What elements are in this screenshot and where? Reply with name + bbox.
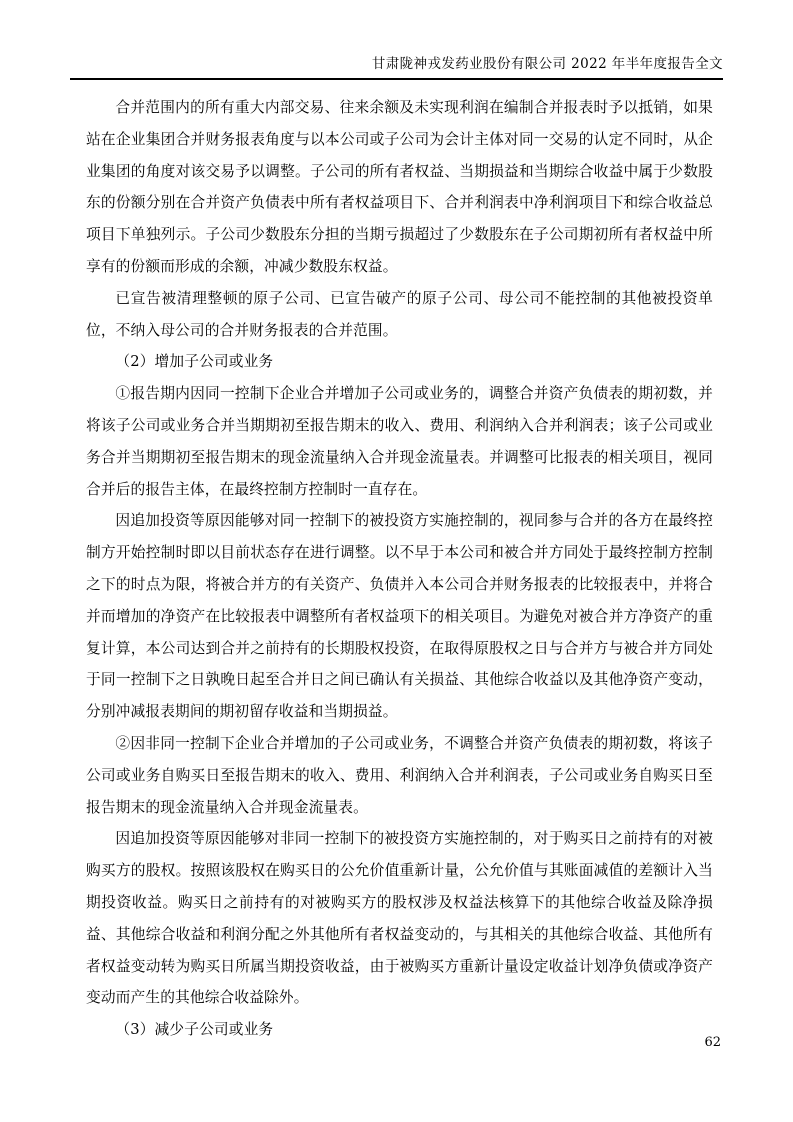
- body-paragraph: 因追加投资等原因能够对非同一控制下的被投资方实施控制的，对于购买日之前持有的对被购买方的股权。按照该股权在购买日的公允价值重新计量，公允价值与其账面减值的差额计入当期投资收益。购买日之前持有的对被购买方的股权涉及权益法核算下的其他综合收益及除净损益、其他综合收益和利润分配之外其他所有者权益变动的，与其相关的其他综合收益、其他所有者权益变动转为购买日所属当期投资收益，由于被购买方重新计量设定收益计划净负债或净资产变动而产生的其他综合收益除外。: [86, 830, 713, 1007]
- page-number: 62: [704, 1035, 721, 1050]
- page-header: [70, 52, 723, 72]
- body-paragraph: 因追加投资等原因能够对同一控制下的被投资方实施控制的，视同参与合并的各方在最终控制方开始控制时即以目前状态存在进行调整。以不早于本公司和被合并方同处于最终控制方控制之下的时点为限，将被合并方的有关资产、负债并入本公司合并财务报表的比较报表中，并将合并而增加的净资产在比较报表中调整所有者权益项下的相关项目。为避免对被合并方净资产的重复计算，本公司达到合并之前持有的长期股权投资，在取得原股权之日与合并方与被合并方同处于同一控制下之日孰晚日起至合并日之间已确认有关损益、其他综合收益以及其他净资产变动，分别冲减报表期间的期初留存收益和当期损益。: [86, 512, 713, 721]
- body-paragraph: （3）减少子公司或业务: [115, 1021, 274, 1039]
- body-paragraph: （2）增加子公司或业务: [115, 353, 274, 371]
- running-title: 甘肃陇神戎发药业股份有限公司 2022 年半年度报告全文: [371, 56, 723, 72]
- body-paragraph: 合并范围内的所有重大内部交易、往来余额及未实现利润在编制合并报表时予以抵销，如果站在企业集团合并财务报表角度与以本公司或子公司为会计主体对同一交易的认定不同时，从企业集团的角度对该交易予以调整。子公司的所有者权益、当期损益和当期综合收益中属于少数股东的份额分别在合并资产负债表中所有者权益项目下、合并利润表中净利润项目下和综合收益总项目下单独列示。子公司少数股东分担的当期亏损超过了少数股东在子公司期初所有者权益中所享有的份额而形成的余额，冲减少数股东权益。: [86, 99, 713, 275]
- body-paragraph: ②因非同一控制下企业合并增加的子公司或业务，不调整合并资产负债表的期初数，将该子公司或业务自购买日至报告期末的收入、费用、利润纳入合并利润表，子公司或业务自购买日至报告期末的现金流量纳入合并现金流量表。: [86, 734, 713, 816]
- document-body: [86, 92, 713, 1046]
- header-divider: [70, 78, 723, 80]
- body-paragraph: ①报告期内因同一控制下企业合并增加子公司或业务的，调整合并资产负债表的期初数，并将该子公司或业务合并当期期初至报告期末的收入、费用、利润纳入合并利润表；该子公司或业务合并当期期初至报告期末的现金流量纳入合并现金流量表。并调整可比报表的相关项目，视同合并后的报告主体，在最终控制方控制时一直存在。: [86, 385, 713, 498]
- body-paragraph: 已宣告被清理整顿的原子公司、已宣告破产的原子公司、母公司不能控制的其他被投资单位，不纳入母公司的合并财务报表的合并范围。: [86, 289, 713, 339]
